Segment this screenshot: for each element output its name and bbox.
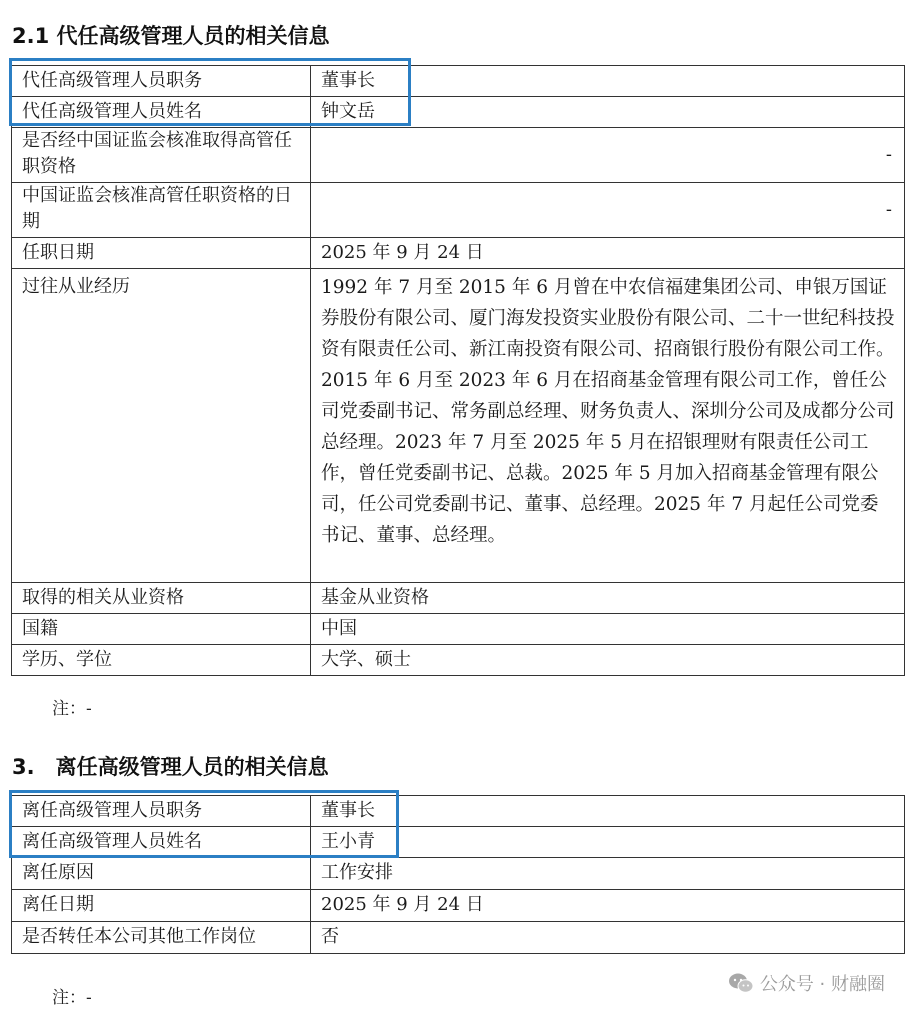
row-value: - [311, 128, 905, 183]
row-value: 否 [311, 922, 905, 954]
row-label: 过往从业经历 [12, 269, 311, 583]
acting-executive-table [11, 65, 905, 676]
table-row [12, 583, 905, 614]
table-row [12, 128, 905, 183]
row-label: 学历、学位 [12, 645, 311, 676]
table-row [12, 922, 905, 954]
table-row [12, 796, 905, 827]
row-label: 离任高级管理人员姓名 [12, 827, 311, 858]
wechat-icon [728, 972, 754, 994]
section-2-note: 注：- [52, 699, 92, 719]
table-row [12, 827, 905, 858]
watermark-text: 公众号 · 财融圈 [759, 974, 885, 995]
row-value: 2025 年 9 月 24 日 [311, 890, 905, 922]
row-label: 代任高级管理人员姓名 [12, 97, 311, 128]
row-label: 取得的相关从业资格 [12, 583, 311, 614]
row-label: 是否转任本公司其他工作岗位 [12, 922, 311, 954]
row-value: 1992 年 7 月至 2015 年 6 月曾在中农信福建集团公司、申银万国证券股份有限公司、厦门海发投资实业股份有限公司、二十一世纪科技投资有限责任公司、新江南投资有限公司、招商银行股份有限公司工作。2015 年 6 月至 2023 年 6 月在招商基金管理有限公司工作，曾任公司党委副书记、常务副总经理、财务负责人、深圳分公司及成都分公司总经理。2023 年 7 月至 2025 年 5 月在招银理财有限责任公司工作，曾任党委副书记、总裁。2025 年 5 月加入招商基金管理有限公司，任公司党委副书记、董事、总经理。2025 年 7 月起任公司党委书记、董事、总经理。 [311, 269, 905, 583]
table-row [12, 890, 905, 922]
table-row [12, 645, 905, 676]
row-value: 钟文岳 [311, 97, 905, 128]
section-2-heading: 2.1 代任高级管理人员的相关信息 [12, 24, 330, 48]
table-row [12, 97, 905, 128]
row-value: 工作安排 [311, 858, 905, 890]
watermark [728, 970, 885, 996]
table-row [12, 66, 905, 97]
row-value: 大学、硕士 [311, 645, 905, 676]
row-value: 董事长 [311, 796, 905, 827]
row-label: 离任原因 [12, 858, 311, 890]
row-value: 董事长 [311, 66, 905, 97]
row-label: 任职日期 [12, 238, 311, 269]
row-value: 中国 [311, 614, 905, 645]
table-row [12, 858, 905, 890]
row-label: 离任日期 [12, 890, 311, 922]
table-row [12, 269, 905, 583]
row-value: - [311, 183, 905, 238]
row-label: 国籍 [12, 614, 311, 645]
table-row [12, 614, 905, 645]
table-row [12, 183, 905, 238]
row-label: 是否经中国证监会核准取得高管任职资格 [12, 128, 311, 183]
departing-executive-table [11, 795, 905, 954]
row-value: 2025 年 9 月 24 日 [311, 238, 905, 269]
section-3-note: 注：- [52, 988, 92, 1008]
row-value: 王小青 [311, 827, 905, 858]
table-row [12, 238, 905, 269]
row-label: 代任高级管理人员职务 [12, 66, 311, 97]
row-value: 基金从业资格 [311, 583, 905, 614]
row-label: 中国证监会核准高管任职资格的日期 [12, 183, 311, 238]
section-3-heading: 3. 离任高级管理人员的相关信息 [12, 755, 329, 779]
row-label: 离任高级管理人员职务 [12, 796, 311, 827]
